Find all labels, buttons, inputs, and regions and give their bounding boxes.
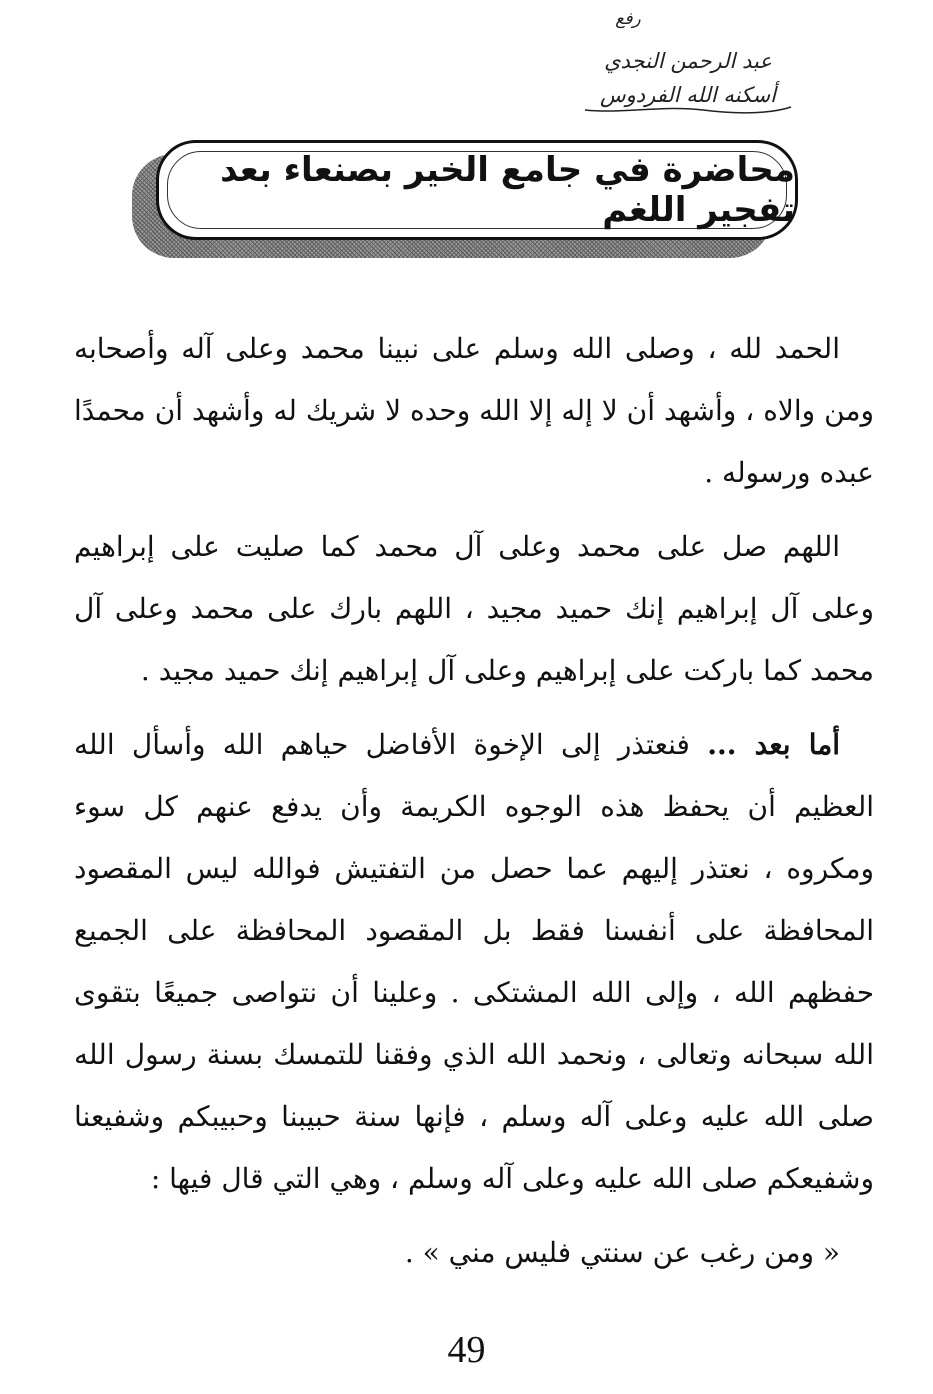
- paragraph-main: [74, 714, 874, 1210]
- paragraph-main-body: فنعتذر إلى الإخوة الأفاضل حياهم الله وأسأل الله العظيم أن يحفظ هذه الوجوه الكريمة وأن يدفع عنهم كل سوء ومكروه ، نعتذر إليهم عما حصل من التفتيش فوالله ليس المقصود المحافظة على أنفسنا فقط بل المقصود المحافظة على الجميع حفظهم الله ، وإلى الله المشتكى . وعلينا أن نتواصى جميعًا بتقوى الله سبحانه وتعالى ، ونحمد الله الذي وفقنا للتمسك بسنة رسول الله صلى الله عليه وعلى آله وسلم ، فإنها سنة حبيبنا وحبيبكم وشفيعنا وشفيعكم صلى الله عليه وعلى آله وسلم ، وهي التي قال فيها :: [74, 728, 874, 1195]
- paragraph-opening: الحمد لله ، وصلى الله وسلم على نبينا محمد وعلى آله وأصحابه ومن والاه ، وأشهد أن لا إله إلا الله وحده لا شريك له وأشهد أن محمدًا عبده ورسوله .: [74, 332, 874, 489]
- hadith-quote: « ومن رغب عن سنتي فليس مني » .: [404, 1236, 840, 1269]
- body-text: [74, 318, 874, 1284]
- page-title: محاضرة في جامع الخير بصنعاء بعد تفجير اللغم: [220, 150, 795, 230]
- stamp-line-1: رفع: [615, 9, 641, 29]
- stamp-line-2: عبد الرحمن النجدي: [604, 49, 772, 73]
- stamp-line-3: أسكنه الله الفردوس: [600, 83, 776, 107]
- page-number: 49: [447, 1329, 486, 1371]
- signature-stamp: [573, 6, 803, 114]
- title-banner: [132, 140, 800, 258]
- title-frame: [156, 140, 798, 240]
- paragraph-salawat: اللهم صل على محمد وعلى آل محمد كما صليت على إبراهيم وعلى آل إبراهيم إنك حميد مجيد ، اللهم بارك على محمد وعلى آل محمد كما باركت على إبراهيم وعلى آل إبراهيم إنك حميد مجيد .: [74, 530, 874, 687]
- paragraph-lead: أما بعد ...: [707, 728, 840, 761]
